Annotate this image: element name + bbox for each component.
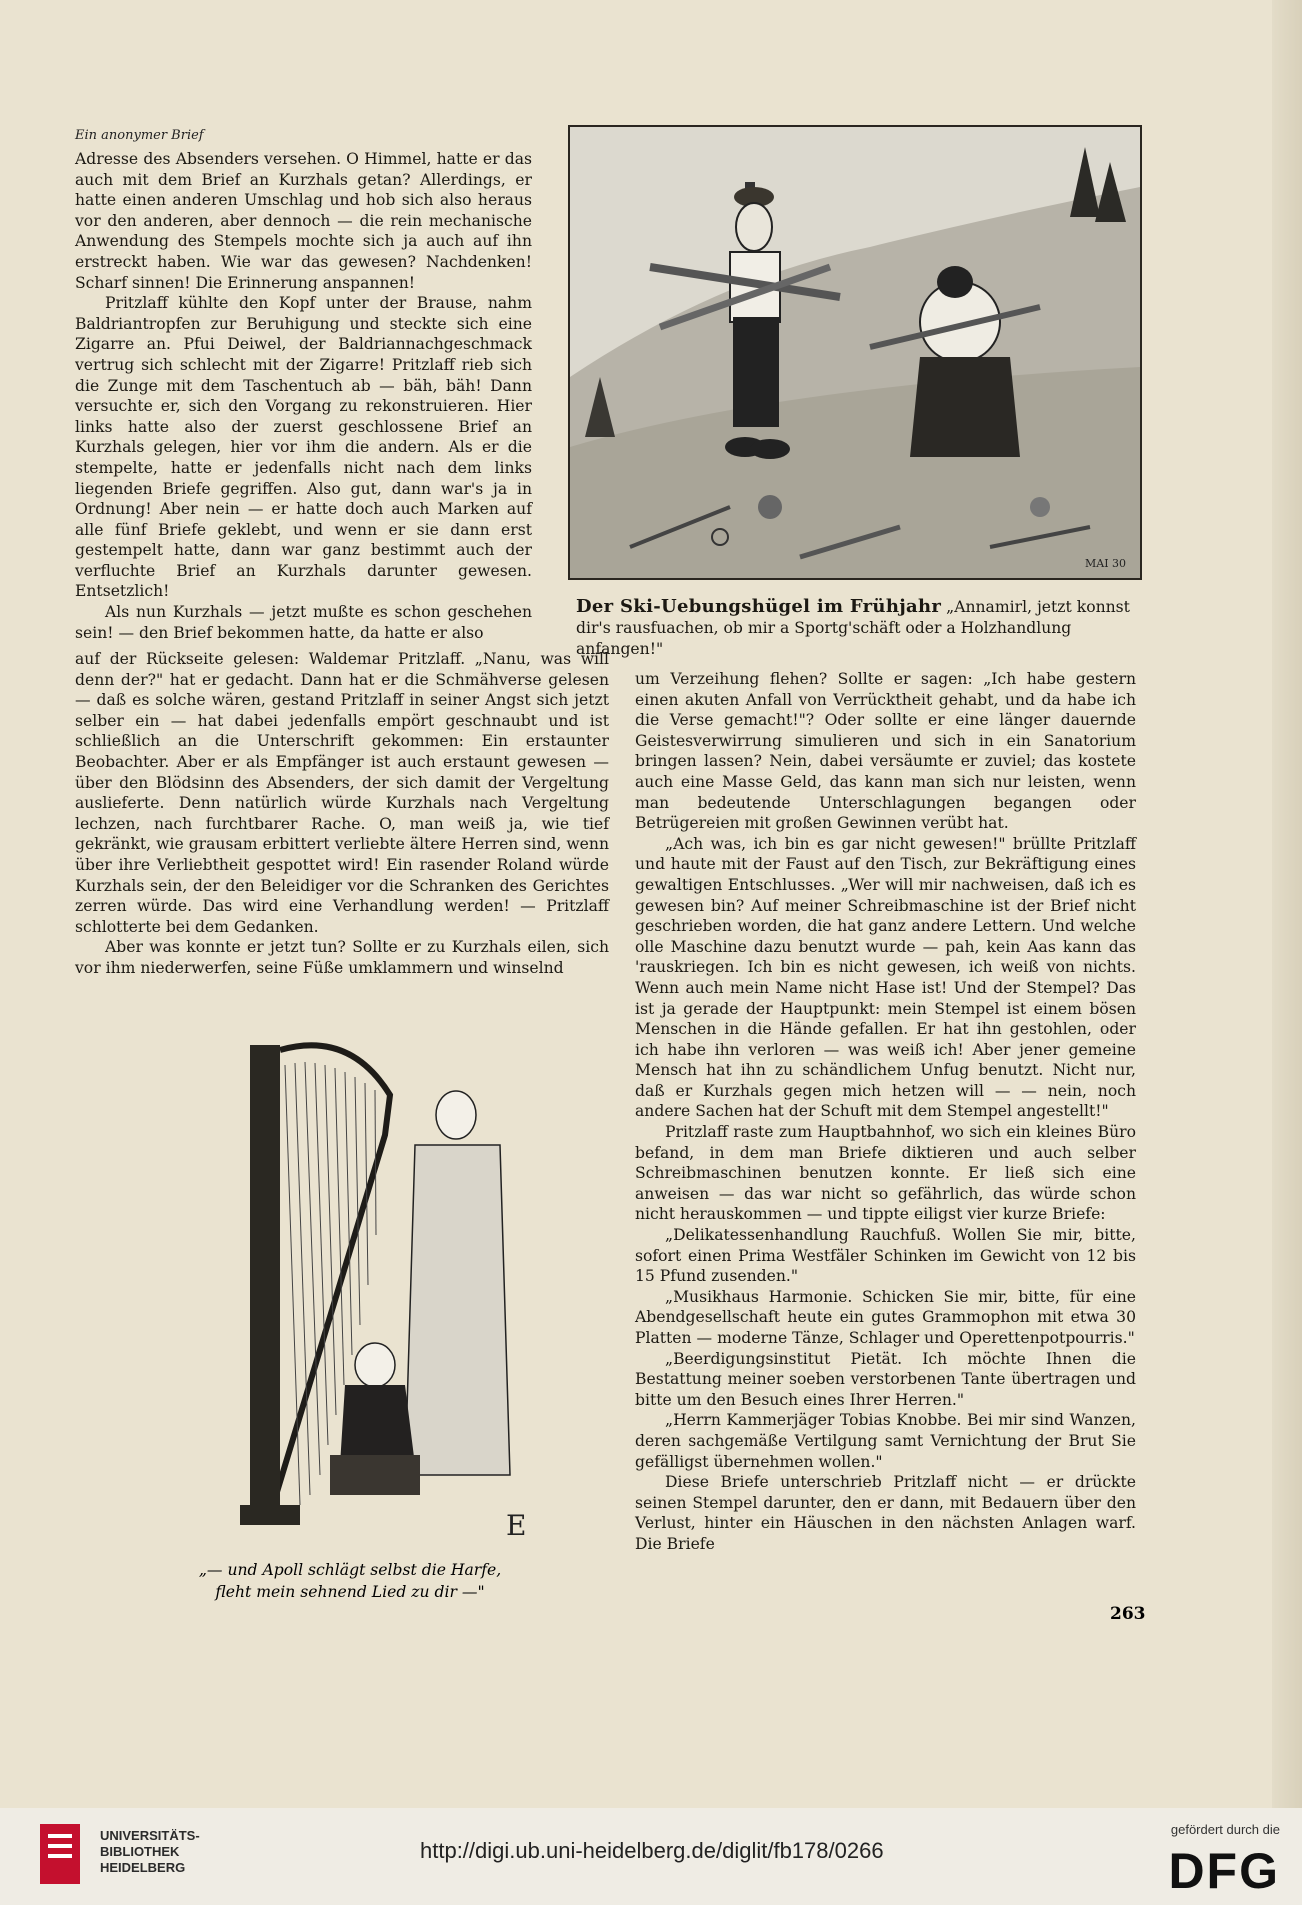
paragraph: Pritzlaff raste zum Hauptbahnhof, wo sich ein kleines Büro befand, in dem man Briefe diktieren und auch selber Schreibmaschinen benutzen konnte. Er ließ sich eine anweisen — das war nicht so gefährlich, das würde schon nicht herauskommen — und tippte eiligst vier kurze Briefe:	[635, 1123, 1136, 1224]
paragraph: „Musikhaus Harmonie. Schicken Sie mir, bitte, für eine Abendgesellschaft heute ein gutes Grammophon mit etwa 30 Platten — moderne Tänze, Schlager und Operettenpotpourris."	[635, 1287, 1136, 1347]
funded-by-label: gefördert durch die	[1170, 1822, 1280, 1837]
dfg-logo: DFG	[1168, 1843, 1280, 1899]
running-head: Ein anonymer Brief	[75, 128, 204, 143]
harp-illustration	[210, 1035, 570, 1555]
harp-caption-line2: fleht mein sehnend Lied zu dir —"	[215, 1583, 485, 1601]
ski-signature: MAI 30	[1085, 557, 1127, 570]
ski-caption	[576, 596, 1136, 660]
paragraph: Pritzlaff kühlte den Kopf unter der Brause, nahm Baldriantropfen zur Beruhigung und steckte sich eine Zigarre an. Pfui Deiwel, der Baldriannachgeschmack vertrug sich schlecht mit der Zigarre! Pritzlaff rieb sich die Zunge mit dem Taschentuch ab — bäh, bäh! Dann versuchte er, sich den Vorgang zu rekonstruieren. Hier links hatte also der zuerst geschlossene Brief an Kurzhals gelegen, hier vor ihm die andern. Als er die stempelte, hatte er jedenfalls nicht nach dem links liegenden Briefe gegriffen. Also gut, dann war's ja in Ordnung! Aber nein — er hatte doch auch Marken auf alle fünf Briefe geklebt, und wenn er sie dann erst gestempelt hatte, dann war ganz bestimmt auch der verfluchte Brief an Kurzhals darunter gewesen. Entsetzlich!	[75, 294, 532, 601]
paragraph: auf der Rückseite gelesen: Waldemar Pritzlaff. „Nanu, was will denn der?" hat er gedacht. Dann hat er die Schmähverse gelesen — daß es solche wären, gestand Pritzlaff in seiner Angst sich jetzt selber ein — hat dabei jedenfalls empört geschnaubt und ist schließlich an die Unterschrift gekommen: Ein erstaunter Beobachter. Aber er als Empfänger ist auch erstaunt gewesen — über den Blödsinn des Absenders, der sich damit der Vergeltung auslieferte. Denn natürlich würde Kurzhals nach Vergeltung lechzen, nach furchtbarer Rache. O, man weiß ja, wie tief gekränkt, wie grausam erbittert verliebte ältere Herren sind, wenn über ihre Verliebtheit gespottet wird! Ein rasender Roland würde Kurzhals sein, der den Beleidiger vor die Schranken des Gerichtes zerren würde. Das wird eine Verhandlung werden! — Pritzlaff schlotterte bei dem Gedanken.	[75, 650, 609, 936]
paragraph: um Verzeihung flehen? Sollte er sagen: „Ich habe gestern einen akuten Anfall von Verrücktheit gehabt, und da habe ich die Verse gemacht!"? Oder sollte er eine länger dauernde Geistesverwirrung simulieren und sich in ein Sanatorium bringen lassen? Nein, dabei versäumte er zuviel; das kostete auch eine Masse Geld, das kann man sich nur leisten, wenn man bedeutende Unterschlagungen begangen oder Betrügereien mit großen Gewinnen verübt hat.	[635, 670, 1136, 833]
harp-caption	[150, 1559, 550, 1603]
page-edge	[1272, 0, 1302, 1808]
ski-caption-quote: „Annamirl, jetzt konnst dir's rausfuachen, ob mir a Sportg'schäft oder a Holzhandlung anfangen!"	[576, 598, 1130, 658]
left-column-top	[75, 149, 532, 643]
library-name: UNIVERSITÄTS- BIBLIOTHEK HEIDELBERG	[100, 1828, 200, 1875]
digitization-footer	[0, 1808, 1302, 1905]
paragraph: Diese Briefe unterschrieb Pritzlaff nicht — er drückte seinen Stempel darunter, den er dann, mit Bedauern über den Verlust, hinter ein Häuschen in den nächsten Anlagen warf. Die Briefe	[635, 1473, 1136, 1553]
paragraph: „Delikatessenhandlung Rauchfuß. Wollen Sie mir, bitte, sofort einen Prima Westfäler Schinken im Gewicht von 12 bis 15 Pfund zusenden."	[635, 1226, 1136, 1286]
harp-signature: E	[506, 1509, 527, 1542]
paragraph: Als nun Kurzhals — jetzt mußte es schon geschehen sein! — den Brief bekommen hatte, da hatte er also	[75, 603, 532, 642]
ski-hill-illustration	[568, 125, 1142, 580]
left-column-middle	[75, 649, 609, 979]
page-number: 263	[1110, 1604, 1146, 1624]
ski-caption-title: Der Ski-Uebungshügel im Frühjahr	[576, 596, 942, 617]
harp-caption-line1: „— und Apoll schlägt selbst die Harfe,	[198, 1561, 502, 1579]
paragraph: „Herrn Kammerjäger Tobias Knobbe. Bei mir sind Wanzen, deren sachgemäße Vertilgung samt Vernichtung der Brut Sie gefälligst übernehmen wollen."	[635, 1411, 1136, 1471]
paragraph: „Beerdigungsinstitut Pietät. Ich möchte Ihnen die Bestattung meiner soeben verstorbenen Tante übertragen und bitte um den Besuch eines Ihrer Herren."	[635, 1349, 1136, 1409]
right-column	[635, 669, 1136, 1555]
library-logo-icon	[40, 1824, 80, 1884]
paragraph: „Ach was, ich bin es gar nicht gewesen!" brüllte Pritzlaff und haute mit der Faust auf den Tisch, zur Bekräftigung eines gewaltigen Entschlusses. „Wer will mir nachweisen, daß ich es gewesen bin? Auf meiner Schreibmaschine ist der Brief nicht geschrieben worden, die hat ganz andere Lettern. Und welche olle Maschine dazu benutzt wurde — pah, kein Aas kann das 'rauskriegen. Ich bin es nicht gewesen, ich weiß von nichts. Wenn auch mein Name nicht Hase ist! Und der Stempel? Das ist ja gerade der Hauptpunkt: mein Stempel ist einem bösen Menschen in die Hände gefallen. Er hat ihn gestohlen, oder ich habe ihn verloren — was weiß ich! Aber jener gemeine Mensch hat ihn zu schändlichem Unfug benutzt. Nicht nur, daß er Kurzhals gegen mich hetzen will — — nein, noch andere Sachen hat der Schuft mit dem Stempel angestellt!"	[635, 834, 1136, 1121]
paragraph: Adresse des Absenders versehen. O Himmel, hatte er das auch mit dem Brief an Kurzhals getan? Allerdings, er hatte einen anderen Umschlag und hob sich also heraus vor den anderen, aber dennoch — die rein mechanische Anwendung des Stempels mochte sich ja auch auf ihn erstreckt haben. Wie war das gewesen? Nachdenken! Scharf sinnen! Die Erinnerung anspannen!	[75, 150, 532, 292]
paragraph: Aber was konnte er jetzt tun? Sollte er zu Kurzhals eilen, sich vor ihm niederwerfen, seine Füße umklammern und winselnd	[75, 938, 609, 977]
source-url-link[interactable]: http://digi.ub.uni-heidelberg.de/diglit/fb178/0266	[420, 1838, 884, 1863]
